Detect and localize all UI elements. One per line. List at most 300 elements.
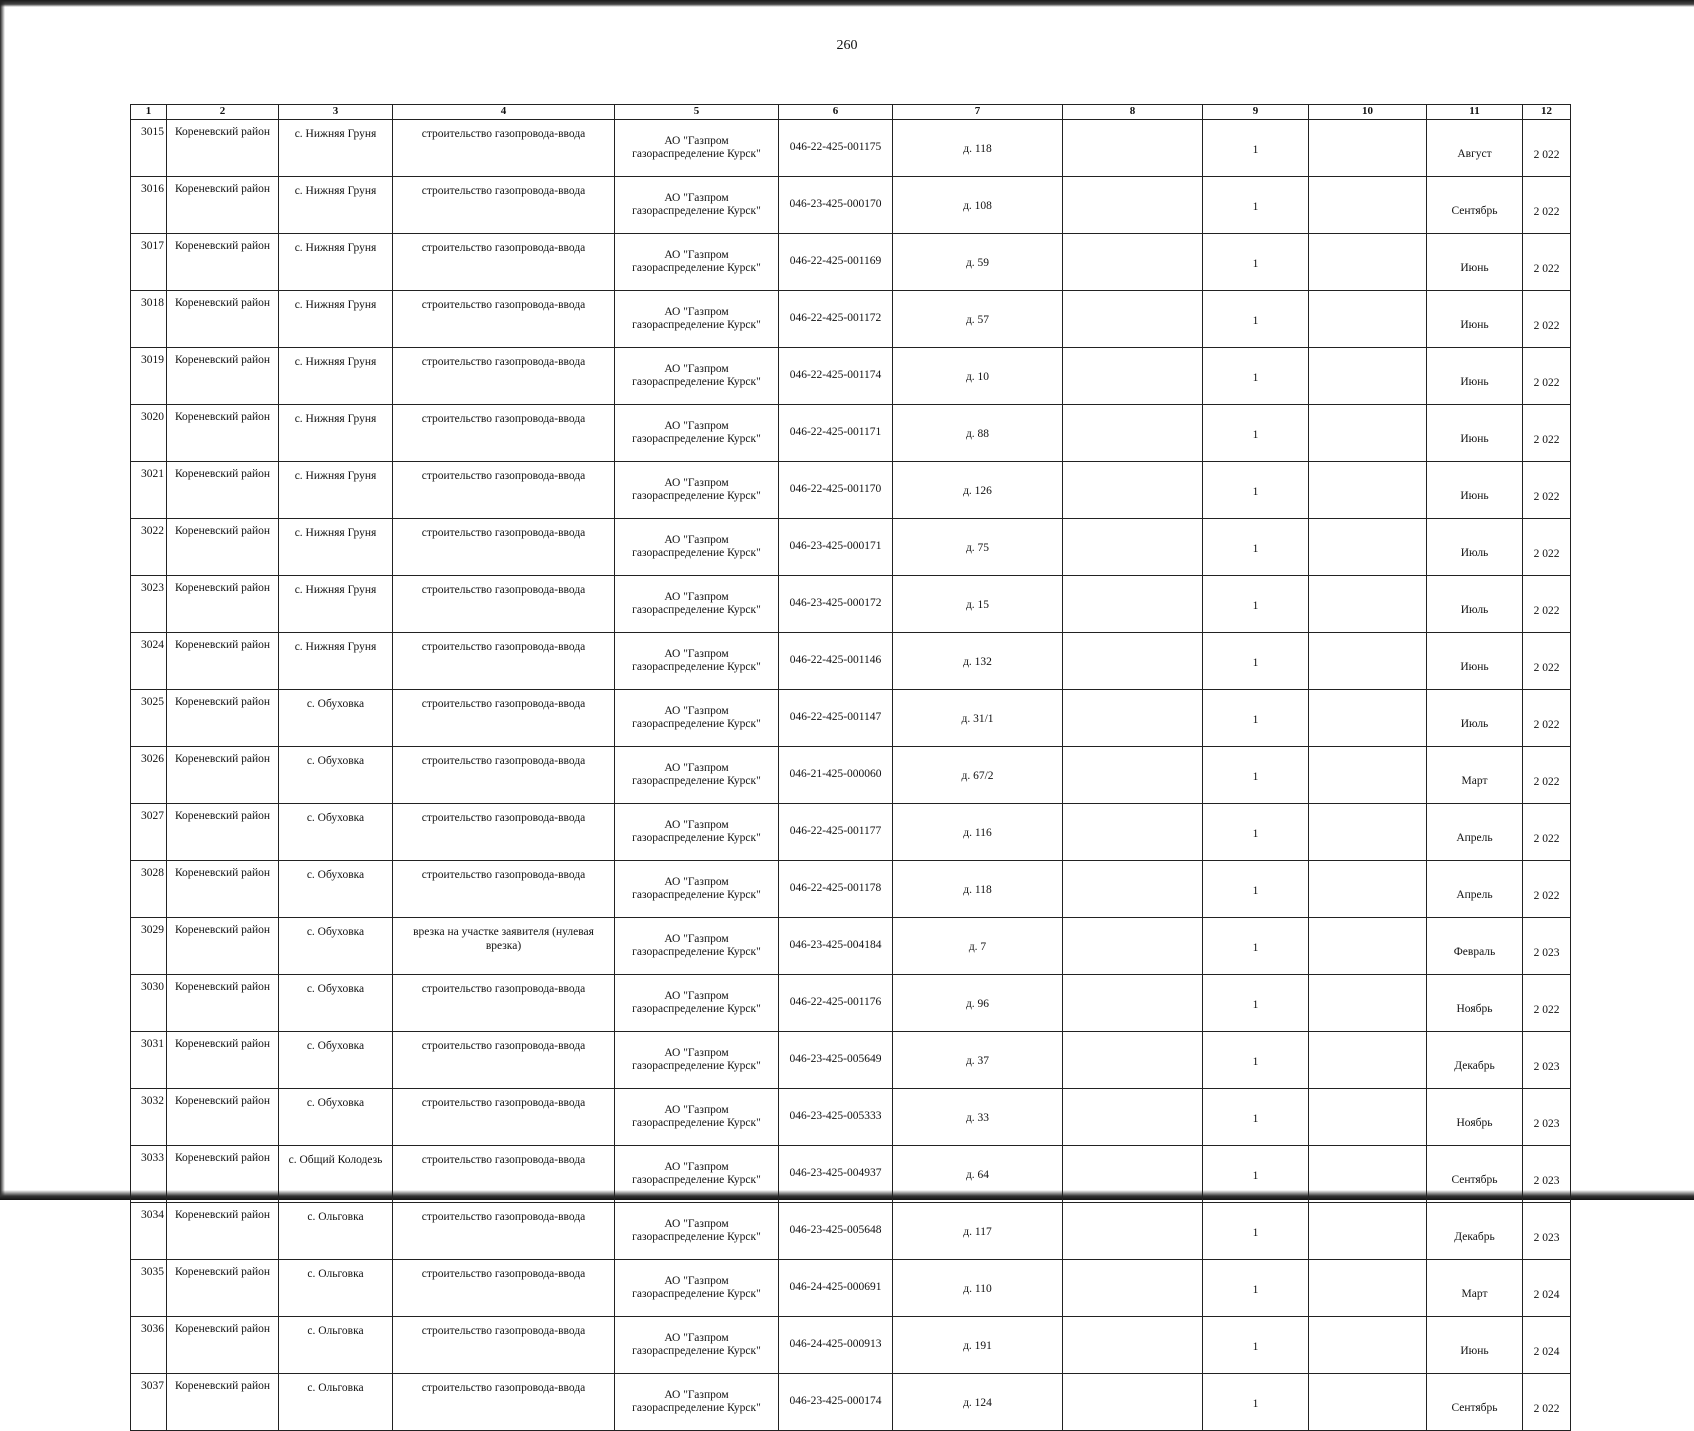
cell-settlement: с. Обуховка	[279, 1089, 393, 1146]
cell-application-code: 046-22-425-001147	[779, 690, 893, 747]
table-row	[131, 462, 1571, 519]
cell-quantity: 1	[1203, 804, 1309, 861]
cell-column-10	[1309, 633, 1427, 690]
cell-district: Кореневский район	[167, 975, 279, 1032]
cell-column-8	[1063, 291, 1203, 348]
cell-quantity: 1	[1203, 1317, 1309, 1374]
cell-row-number: 3019	[131, 348, 167, 405]
cell-year: 2 023	[1523, 918, 1571, 975]
cell-house-number: д. 31/1	[893, 690, 1063, 747]
organization-line-1: АО "Газпром	[664, 1160, 729, 1173]
cell-column-10	[1309, 918, 1427, 975]
table-row	[131, 975, 1571, 1032]
cell-quantity: 1	[1203, 348, 1309, 405]
organization-line-2: газораспределение Курск"	[632, 1231, 761, 1243]
cell-month: Сентябрь	[1427, 177, 1523, 234]
cell-district: Кореневский район	[167, 576, 279, 633]
cell-organization	[615, 918, 779, 975]
cell-organization	[615, 234, 779, 291]
cell-month: Сентябрь	[1427, 1374, 1523, 1431]
cell-month: Ноябрь	[1427, 975, 1523, 1032]
cell-work-type: строительство газопровода-ввода	[393, 804, 615, 861]
table-row	[131, 747, 1571, 804]
cell-quantity: 1	[1203, 1146, 1309, 1203]
cell-house-number: д. 59	[893, 234, 1063, 291]
cell-row-number: 3021	[131, 462, 167, 519]
cell-work-type: строительство газопровода-ввода	[393, 1203, 615, 1260]
column-header-4: 4	[393, 105, 615, 120]
column-header-3: 3	[279, 105, 393, 120]
cell-year: 2 022	[1523, 519, 1571, 576]
cell-application-code: 046-23-425-000170	[779, 177, 893, 234]
cell-work-type: строительство газопровода-ввода	[393, 1374, 615, 1431]
cell-settlement: с. Обуховка	[279, 747, 393, 804]
cell-column-10	[1309, 291, 1427, 348]
organization-line-1: АО "Газпром	[664, 761, 729, 774]
table-row	[131, 576, 1571, 633]
organization-line-2: газораспределение Курск"	[632, 262, 761, 274]
organization-line-2: газораспределение Курск"	[632, 1003, 761, 1015]
cell-row-number: 3033	[131, 1146, 167, 1203]
cell-row-number: 3018	[131, 291, 167, 348]
cell-settlement: с. Ольговка	[279, 1203, 393, 1260]
cell-district: Кореневский район	[167, 1260, 279, 1317]
cell-quantity: 1	[1203, 1203, 1309, 1260]
cell-district: Кореневский район	[167, 405, 279, 462]
organization-line-1: АО "Газпром	[664, 818, 729, 831]
cell-month: Июнь	[1427, 291, 1523, 348]
cell-column-10	[1309, 1032, 1427, 1089]
cell-settlement: с. Обуховка	[279, 690, 393, 747]
cell-year: 2 024	[1523, 1317, 1571, 1374]
organization-line-1: АО "Газпром	[664, 362, 729, 375]
cell-column-8	[1063, 861, 1203, 918]
cell-application-code: 046-23-425-004937	[779, 1146, 893, 1203]
cell-month: Июль	[1427, 690, 1523, 747]
cell-month: Июнь	[1427, 405, 1523, 462]
organization-line-2: газораспределение Курск"	[632, 604, 761, 616]
cell-column-10	[1309, 1089, 1427, 1146]
cell-year: 2 024	[1523, 1260, 1571, 1317]
cell-row-number: 3032	[131, 1089, 167, 1146]
table-row	[131, 1374, 1571, 1431]
cell-column-8	[1063, 120, 1203, 177]
cell-organization	[615, 462, 779, 519]
cell-application-code: 046-23-425-005648	[779, 1203, 893, 1260]
cell-column-8	[1063, 1203, 1203, 1260]
cell-quantity: 1	[1203, 1089, 1309, 1146]
cell-column-8	[1063, 405, 1203, 462]
cell-column-8	[1063, 690, 1203, 747]
cell-row-number: 3034	[131, 1203, 167, 1260]
table-row	[131, 1032, 1571, 1089]
cell-year: 2 022	[1523, 405, 1571, 462]
cell-house-number: д. 118	[893, 861, 1063, 918]
cell-organization	[615, 1032, 779, 1089]
cell-quantity: 1	[1203, 576, 1309, 633]
cell-settlement: с. Обуховка	[279, 804, 393, 861]
cell-column-10	[1309, 690, 1427, 747]
organization-line-2: газораспределение Курск"	[632, 490, 761, 502]
cell-quantity: 1	[1203, 690, 1309, 747]
cell-application-code: 046-23-425-005333	[779, 1089, 893, 1146]
cell-column-10	[1309, 1203, 1427, 1260]
organization-line-2: газораспределение Курск"	[632, 775, 761, 787]
cell-column-8	[1063, 633, 1203, 690]
cell-month: Июль	[1427, 576, 1523, 633]
table-row	[131, 234, 1571, 291]
cell-column-10	[1309, 1374, 1427, 1431]
table-body	[131, 120, 1571, 1431]
table-row	[131, 1260, 1571, 1317]
cell-column-8	[1063, 804, 1203, 861]
cell-work-type: строительство газопровода-ввода	[393, 1032, 615, 1089]
cell-district: Кореневский район	[167, 519, 279, 576]
cell-house-number: д. 108	[893, 177, 1063, 234]
cell-column-10	[1309, 519, 1427, 576]
table-row	[131, 690, 1571, 747]
cell-column-8	[1063, 234, 1203, 291]
organization-line-2: газораспределение Курск"	[632, 433, 761, 445]
cell-organization	[615, 1260, 779, 1317]
cell-quantity: 1	[1203, 291, 1309, 348]
cell-settlement: с. Обуховка	[279, 975, 393, 1032]
cell-organization	[615, 1374, 779, 1431]
cell-month: Апрель	[1427, 804, 1523, 861]
cell-row-number: 3031	[131, 1032, 167, 1089]
cell-settlement: с. Нижняя Груня	[279, 462, 393, 519]
cell-district: Кореневский район	[167, 747, 279, 804]
cell-house-number: д. 132	[893, 633, 1063, 690]
cell-house-number: д. 191	[893, 1317, 1063, 1374]
cell-month: Ноябрь	[1427, 1089, 1523, 1146]
table-row	[131, 804, 1571, 861]
cell-district: Кореневский район	[167, 633, 279, 690]
cell-work-type: строительство газопровода-ввода	[393, 348, 615, 405]
cell-house-number: д. 118	[893, 120, 1063, 177]
cell-work-type: строительство газопровода-ввода	[393, 291, 615, 348]
organization-line-2: газораспределение Курск"	[632, 205, 761, 217]
organization-line-1: АО "Газпром	[664, 647, 729, 660]
table-header-row	[131, 105, 1571, 120]
cell-application-code: 046-22-425-001170	[779, 462, 893, 519]
cell-settlement: с. Нижняя Груня	[279, 234, 393, 291]
cell-year: 2 022	[1523, 975, 1571, 1032]
cell-settlement: с. Обуховка	[279, 1032, 393, 1089]
table-row	[131, 120, 1571, 177]
cell-house-number: д. 126	[893, 462, 1063, 519]
column-header-10: 10	[1309, 105, 1427, 120]
organization-line-2: газораспределение Курск"	[632, 1060, 761, 1072]
cell-quantity: 1	[1203, 975, 1309, 1032]
cell-settlement: с. Обуховка	[279, 861, 393, 918]
organization-line-2: газораспределение Курск"	[632, 1117, 761, 1129]
organization-line-1: АО "Газпром	[664, 134, 729, 147]
cell-month: Март	[1427, 1260, 1523, 1317]
cell-organization	[615, 747, 779, 804]
cell-district: Кореневский район	[167, 462, 279, 519]
cell-work-type: строительство газопровода-ввода	[393, 405, 615, 462]
cell-row-number: 3030	[131, 975, 167, 1032]
cell-row-number: 3026	[131, 747, 167, 804]
cell-quantity: 1	[1203, 918, 1309, 975]
cell-house-number: д. 33	[893, 1089, 1063, 1146]
cell-district: Кореневский район	[167, 1374, 279, 1431]
cell-column-8	[1063, 1317, 1203, 1374]
cell-row-number: 3015	[131, 120, 167, 177]
cell-settlement: с. Ольговка	[279, 1374, 393, 1431]
cell-organization	[615, 291, 779, 348]
cell-month: Июнь	[1427, 633, 1523, 690]
cell-application-code: 046-22-425-001176	[779, 975, 893, 1032]
cell-application-code: 046-23-425-005649	[779, 1032, 893, 1089]
cell-organization	[615, 519, 779, 576]
cell-year: 2 022	[1523, 177, 1571, 234]
cell-month: Июнь	[1427, 234, 1523, 291]
cell-house-number: д. 15	[893, 576, 1063, 633]
cell-house-number: д. 7	[893, 918, 1063, 975]
organization-line-2: газораспределение Курск"	[632, 319, 761, 331]
cell-application-code: 046-22-425-001175	[779, 120, 893, 177]
column-header-12: 12	[1523, 105, 1571, 120]
cell-application-code: 046-24-425-000691	[779, 1260, 893, 1317]
organization-line-2: газораспределение Курск"	[632, 1174, 761, 1186]
cell-application-code: 046-23-425-000174	[779, 1374, 893, 1431]
organization-line-1: АО "Газпром	[664, 191, 729, 204]
cell-column-10	[1309, 1260, 1427, 1317]
cell-column-8	[1063, 519, 1203, 576]
organization-line-2: газораспределение Курск"	[632, 1345, 761, 1357]
column-header-6: 6	[779, 105, 893, 120]
cell-house-number: д. 57	[893, 291, 1063, 348]
organization-line-1: АО "Газпром	[664, 305, 729, 318]
cell-house-number: д. 124	[893, 1374, 1063, 1431]
cell-district: Кореневский район	[167, 1146, 279, 1203]
organization-line-2: газораспределение Курск"	[632, 376, 761, 388]
cell-organization	[615, 1089, 779, 1146]
cell-column-10	[1309, 234, 1427, 291]
cell-district: Кореневский район	[167, 918, 279, 975]
cell-row-number: 3016	[131, 177, 167, 234]
organization-line-1: АО "Газпром	[664, 704, 729, 717]
cell-column-10	[1309, 120, 1427, 177]
organization-line-1: АО "Газпром	[664, 1046, 729, 1059]
organization-line-1: АО "Газпром	[664, 476, 729, 489]
cell-house-number: д. 64	[893, 1146, 1063, 1203]
cell-month: Февраль	[1427, 918, 1523, 975]
cell-row-number: 3017	[131, 234, 167, 291]
cell-district: Кореневский район	[167, 804, 279, 861]
cell-district: Кореневский район	[167, 177, 279, 234]
cell-house-number: д. 110	[893, 1260, 1063, 1317]
cell-organization	[615, 1317, 779, 1374]
cell-organization	[615, 405, 779, 462]
cell-district: Кореневский район	[167, 234, 279, 291]
cell-year: 2 022	[1523, 462, 1571, 519]
cell-quantity: 1	[1203, 861, 1309, 918]
table-row	[131, 918, 1571, 975]
cell-application-code: 046-22-425-001169	[779, 234, 893, 291]
cell-settlement: с. Нижняя Груня	[279, 519, 393, 576]
table-row	[131, 405, 1571, 462]
cell-quantity: 1	[1203, 405, 1309, 462]
cell-row-number: 3025	[131, 690, 167, 747]
table-row	[131, 291, 1571, 348]
cell-row-number: 3035	[131, 1260, 167, 1317]
organization-line-2: газораспределение Курск"	[632, 1288, 761, 1300]
cell-work-type: строительство газопровода-ввода	[393, 1260, 615, 1317]
cell-district: Кореневский район	[167, 690, 279, 747]
cell-settlement: с. Нижняя Груня	[279, 291, 393, 348]
cell-column-10	[1309, 1146, 1427, 1203]
column-header-7: 7	[893, 105, 1063, 120]
organization-line-1: АО "Газпром	[664, 590, 729, 603]
cell-quantity: 1	[1203, 519, 1309, 576]
cell-row-number: 3020	[131, 405, 167, 462]
organization-line-1: АО "Газпром	[664, 1388, 729, 1401]
cell-column-10	[1309, 348, 1427, 405]
cell-house-number: д. 75	[893, 519, 1063, 576]
column-header-8: 8	[1063, 105, 1203, 120]
cell-column-8	[1063, 1260, 1203, 1317]
organization-line-2: газораспределение Курск"	[632, 547, 761, 559]
cell-house-number: д. 96	[893, 975, 1063, 1032]
cell-district: Кореневский район	[167, 1032, 279, 1089]
cell-application-code: 046-24-425-000913	[779, 1317, 893, 1374]
cell-column-10	[1309, 177, 1427, 234]
cell-row-number: 3036	[131, 1317, 167, 1374]
cell-year: 2 023	[1523, 1203, 1571, 1260]
cell-column-8	[1063, 1374, 1203, 1431]
cell-application-code: 046-22-425-001171	[779, 405, 893, 462]
cell-column-8	[1063, 348, 1203, 405]
cell-work-type: строительство газопровода-ввода	[393, 1146, 615, 1203]
organization-line-1: АО "Газпром	[664, 419, 729, 432]
cell-month: Июнь	[1427, 348, 1523, 405]
cell-column-10	[1309, 462, 1427, 519]
cell-year: 2 022	[1523, 120, 1571, 177]
table-row	[131, 519, 1571, 576]
cell-organization	[615, 1203, 779, 1260]
cell-work-type: строительство газопровода-ввода	[393, 975, 615, 1032]
cell-month: Июнь	[1427, 462, 1523, 519]
cell-year: 2 022	[1523, 234, 1571, 291]
cell-settlement: с. Нижняя Груня	[279, 405, 393, 462]
cell-column-10	[1309, 804, 1427, 861]
cell-organization	[615, 120, 779, 177]
cell-work-type: строительство газопровода-ввода	[393, 690, 615, 747]
cell-column-10	[1309, 576, 1427, 633]
cell-month: Декабрь	[1427, 1032, 1523, 1089]
table-row	[131, 1146, 1571, 1203]
cell-quantity: 1	[1203, 234, 1309, 291]
cell-year: 2 023	[1523, 1089, 1571, 1146]
cell-house-number: д. 88	[893, 405, 1063, 462]
cell-column-8	[1063, 1146, 1203, 1203]
cell-settlement: с. Нижняя Груня	[279, 576, 393, 633]
table-row	[131, 1317, 1571, 1374]
cell-column-10	[1309, 405, 1427, 462]
organization-line-2: газораспределение Курск"	[632, 832, 761, 844]
cell-organization	[615, 690, 779, 747]
cell-quantity: 1	[1203, 1260, 1309, 1317]
organization-line-1: АО "Газпром	[664, 875, 729, 888]
cell-quantity: 1	[1203, 1374, 1309, 1431]
cell-quantity: 1	[1203, 1032, 1309, 1089]
cell-year: 2 022	[1523, 576, 1571, 633]
organization-line-2: газораспределение Курск"	[632, 1402, 761, 1414]
cell-district: Кореневский район	[167, 120, 279, 177]
cell-column-8	[1063, 918, 1203, 975]
cell-settlement: с. Нижняя Груня	[279, 633, 393, 690]
cell-work-type: строительство газопровода-ввода	[393, 1089, 615, 1146]
cell-settlement: с. Нижняя Груня	[279, 120, 393, 177]
scan-edge-left	[0, 0, 5, 1200]
table-row	[131, 1089, 1571, 1146]
cell-organization	[615, 633, 779, 690]
cell-quantity: 1	[1203, 462, 1309, 519]
cell-settlement: с. Нижняя Груня	[279, 348, 393, 405]
cell-work-type: строительство газопровода-ввода	[393, 633, 615, 690]
cell-quantity: 1	[1203, 120, 1309, 177]
cell-application-code: 046-23-425-004184	[779, 918, 893, 975]
cell-year: 2 022	[1523, 690, 1571, 747]
cell-work-type: строительство газопровода-ввода	[393, 747, 615, 804]
table-row	[131, 633, 1571, 690]
organization-line-1: АО "Газпром	[664, 533, 729, 546]
cell-house-number: д. 10	[893, 348, 1063, 405]
cell-year: 2 022	[1523, 1374, 1571, 1431]
cell-month: Март	[1427, 747, 1523, 804]
cell-district: Кореневский район	[167, 291, 279, 348]
cell-district: Кореневский район	[167, 348, 279, 405]
cell-organization	[615, 861, 779, 918]
cell-settlement: с. Нижняя Груня	[279, 177, 393, 234]
cell-column-8	[1063, 177, 1203, 234]
cell-house-number: д. 37	[893, 1032, 1063, 1089]
cell-settlement: с. Обуховка	[279, 918, 393, 975]
column-header-9: 9	[1203, 105, 1309, 120]
cell-month: Сентябрь	[1427, 1146, 1523, 1203]
cell-row-number: 3023	[131, 576, 167, 633]
data-table	[130, 104, 1571, 1431]
cell-house-number: д. 67/2	[893, 747, 1063, 804]
organization-line-2: газораспределение Курск"	[632, 148, 761, 160]
organization-line-1: АО "Газпром	[664, 1103, 729, 1116]
organization-line-1: АО "Газпром	[664, 1331, 729, 1344]
cell-column-8	[1063, 1089, 1203, 1146]
cell-work-type: строительство газопровода-ввода	[393, 462, 615, 519]
cell-month: Декабрь	[1427, 1203, 1523, 1260]
cell-row-number: 3024	[131, 633, 167, 690]
cell-district: Кореневский район	[167, 861, 279, 918]
cell-application-code: 046-22-425-001178	[779, 861, 893, 918]
cell-work-type: строительство газопровода-ввода	[393, 1317, 615, 1374]
cell-column-8	[1063, 975, 1203, 1032]
organization-line-1: АО "Газпром	[664, 1274, 729, 1287]
cell-settlement: с. Общий Колодезь	[279, 1146, 393, 1203]
cell-organization	[615, 804, 779, 861]
cell-application-code: 046-22-425-001174	[779, 348, 893, 405]
cell-quantity: 1	[1203, 177, 1309, 234]
column-header-2: 2	[167, 105, 279, 120]
cell-column-10	[1309, 747, 1427, 804]
cell-application-code: 046-22-425-001146	[779, 633, 893, 690]
cell-application-code: 046-22-425-001177	[779, 804, 893, 861]
cell-application-code: 046-22-425-001172	[779, 291, 893, 348]
cell-work-type: врезка на участке заявителя (нулевая врезка)	[393, 918, 615, 975]
column-header-1: 1	[131, 105, 167, 120]
